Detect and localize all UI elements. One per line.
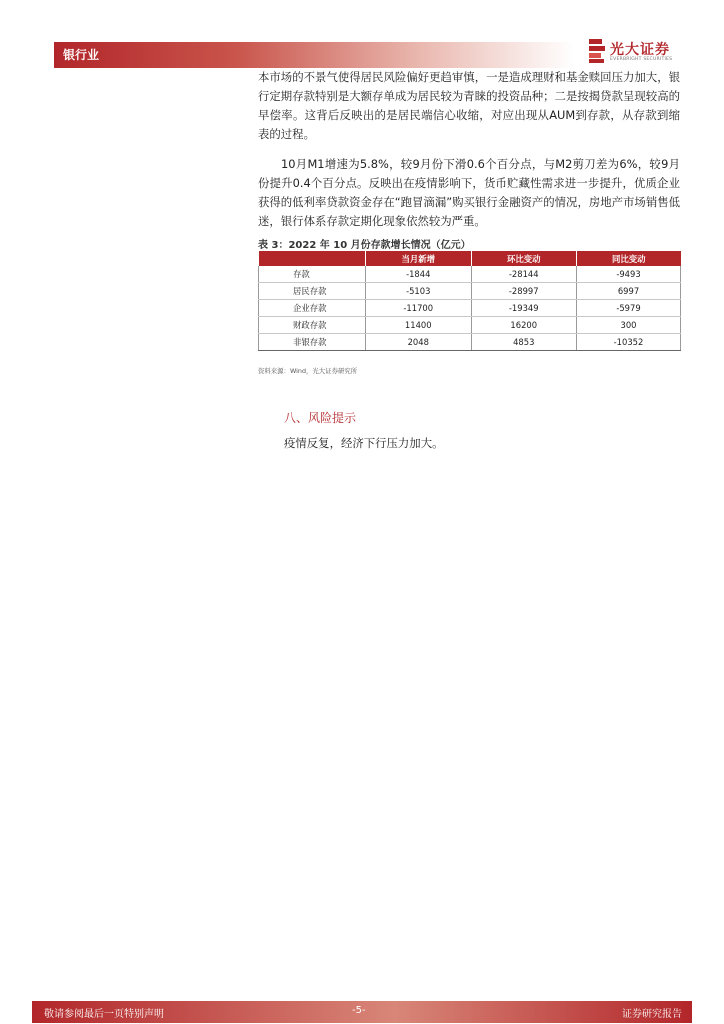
everbright-logo-icon <box>588 38 606 64</box>
body-paragraph-2: 10月M1增速为5.8%，较9月份下滑0.6个百分点，与M2剪刀差为6%，较9月份提升0.4个百分点。反映出在疫情影响下，货币贮藏性需求进一步提升，优质企业获得的低利率贷款资金存在“跑冒滴漏”购买银行金融资产的情况，房地产市场销售低迷，银行体系存款定期化现象依然较为严重。 <box>258 157 680 228</box>
risk-text: 疫情反复，经济下行压力加大。 <box>284 436 444 450</box>
table-source: 资料来源：Wind，光大证券研究所 <box>258 367 358 375</box>
table-header-row <box>259 251 681 266</box>
table-row <box>259 300 681 317</box>
table-cell: 300 <box>577 317 681 334</box>
table-header-cell: 同比变动 <box>577 251 681 266</box>
company-logo <box>588 38 688 68</box>
table-cell: -11700 <box>366 300 472 317</box>
deposit-table <box>258 251 681 351</box>
table-cell: 2048 <box>366 334 472 351</box>
table-cell: -1844 <box>366 266 472 283</box>
header-band <box>54 42 574 68</box>
table-cell: -10352 <box>577 334 681 351</box>
table-cell: -19349 <box>471 300 577 317</box>
table-cell: 4853 <box>471 334 577 351</box>
table-row <box>259 317 681 334</box>
row-label: 非银存款 <box>259 334 366 351</box>
row-label: 企业存款 <box>259 300 366 317</box>
table-cell: -5103 <box>366 283 472 300</box>
table-header-cell: 环比变动 <box>471 251 577 266</box>
table-cell: 16200 <box>471 317 577 334</box>
page-number: -5- <box>352 1005 366 1016</box>
table-cell: -5979 <box>577 300 681 317</box>
table-header-cell <box>259 251 366 266</box>
section-title-risk: 八、风险提示 <box>284 411 357 425</box>
table-row <box>259 334 681 351</box>
table-cell: 6997 <box>577 283 681 300</box>
table-row <box>259 266 681 283</box>
row-label: 财政存款 <box>259 317 366 334</box>
table-cell: -9493 <box>577 266 681 283</box>
table-title: 表 3：2022 年 10 月份存款增长情况（亿元） <box>258 240 471 251</box>
footer-doc-type: 证券研究报告 <box>622 1009 682 1020</box>
table-cell: -28997 <box>471 283 577 300</box>
body-paragraph-1: 本市场的不景气使得居民风险偏好更趋审慎，一是造成理财和基金赎回压力加大，银行定期存款特别是大额存单成为居民较为青睐的投资品种；二是按揭贷款呈现较高的早偿率。这背后反映出的是居民端信心收缩，对应出现从AUM到存款，从存款到缩表的过程。 <box>258 70 680 141</box>
sector-label: 银行业 <box>63 48 100 62</box>
row-label: 存款 <box>259 266 366 283</box>
table-cell: 11400 <box>366 317 472 334</box>
logo-text-en: EVERBRIGHT SECURITIES <box>610 57 673 62</box>
footer-disclaimer: 敬请参阅最后一页特别声明 <box>44 1009 164 1020</box>
logo-text-cn: 光大证券 <box>610 42 670 58</box>
table-row <box>259 283 681 300</box>
row-label: 居民存款 <box>259 283 366 300</box>
table-cell: -28144 <box>471 266 577 283</box>
table-header-cell: 当月新增 <box>366 251 472 266</box>
